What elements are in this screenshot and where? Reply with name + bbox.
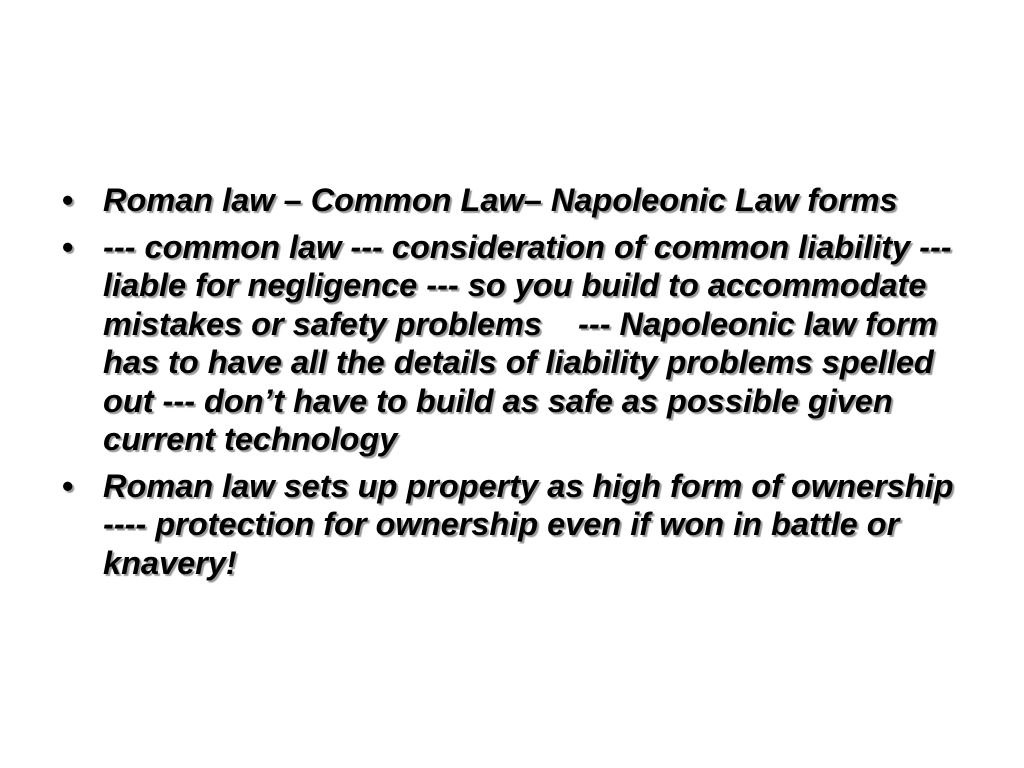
bullet-text: --- common law --- consideration of common liability --- liable for negligence --- so you build to accommodate mistakes or safety problems --- Napoleonic law form has to have all the details of liability problems spelled out --- don’t have to build as safe as possible given current technology (103, 228, 961, 457)
bullet-icon: • (62, 182, 74, 218)
bullet-icon: • (62, 467, 74, 504)
bullet-text: Roman law sets up property as high form of ownership ---- protection for ownership even if won in battle or knavery! (103, 467, 954, 581)
bullet-icon: • (62, 228, 74, 265)
bullet-text: Roman law – Common Law– Napoleonic Law forms (103, 182, 898, 218)
bullet-item-common-law-liability (62, 228, 962, 459)
bullet-item-roman-property (62, 467, 962, 583)
bullet-item-roman-common-napoleonic (62, 181, 962, 220)
bullet-list (62, 181, 962, 590)
